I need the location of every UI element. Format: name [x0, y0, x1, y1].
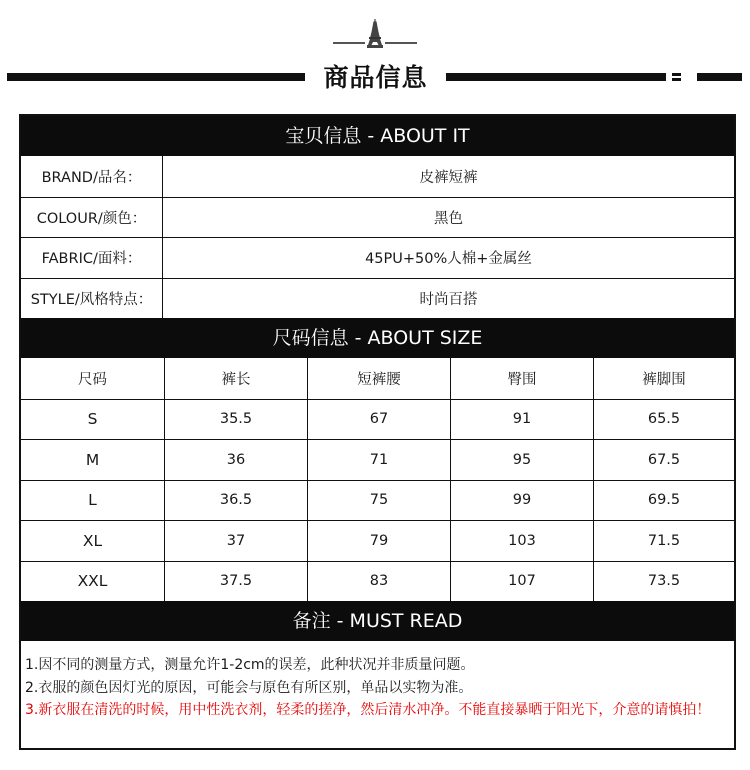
- about-it-heading: 宝贝信息 - ABOUT IT: [21, 116, 734, 156]
- size-cell: 83: [307, 562, 450, 602]
- size-cell: 71.5: [593, 521, 734, 561]
- size-cell: 37: [164, 521, 307, 561]
- header-divider-end: [697, 73, 742, 81]
- info-label: BRAND/品名：: [41, 169, 142, 186]
- note-warning-text: 3.新衣服在清洗的时候，用中性洗衣剂，轻柔的搓净，然后清水冲净。不能直接暴晒于阳光下，介意的请慎拍！: [25, 702, 711, 718]
- size-column-header: 裤脚围: [593, 358, 734, 399]
- header-divider-right: [446, 73, 666, 81]
- page-title: 商品信息: [323, 63, 428, 92]
- size-row: [21, 480, 734, 521]
- size-cell: S: [87, 410, 98, 429]
- info-row-colour: [21, 197, 734, 238]
- size-cell: 36.5: [164, 481, 307, 521]
- size-cell: 37.5: [164, 562, 307, 602]
- info-label: COLOUR/颜色：: [36, 210, 147, 227]
- info-row-brand: [21, 156, 734, 197]
- size-column-header: 尺码: [78, 371, 107, 388]
- must-read-heading: 备注 - MUST READ: [21, 601, 734, 641]
- size-cell: XL: [82, 531, 103, 550]
- info-value: 时尚百搭: [162, 279, 734, 319]
- notes-block: [21, 641, 734, 748]
- size-column-header: 臀围: [450, 358, 593, 399]
- size-cell: XXL: [77, 572, 108, 591]
- info-value: 皮裤短裤: [162, 156, 734, 197]
- note-text: 2.衣服的颜色因灯光的原因，可能会与原色有所区别，单品以实物为准。: [25, 679, 473, 696]
- size-cell: 65.5: [593, 400, 734, 440]
- size-header-row: [21, 358, 734, 399]
- size-cell: 73.5: [593, 562, 734, 602]
- size-cell: 99: [450, 481, 593, 521]
- size-cell: 67: [307, 400, 450, 440]
- note-text: 1.因不同的测量方式，测量允许1-2cm的误差，此种状况并非质量问题。: [25, 657, 475, 673]
- size-cell: L: [88, 491, 97, 510]
- size-cell: 107: [450, 562, 593, 602]
- info-row-fabric: [21, 237, 734, 278]
- info-label: FABRIC/面料：: [41, 251, 142, 268]
- size-cell: 36: [164, 440, 307, 480]
- size-row: [21, 561, 734, 602]
- info-label: STYLE/风格特点：: [30, 291, 153, 308]
- product-info-table: [19, 114, 736, 750]
- size-cell: 75: [307, 481, 450, 521]
- size-column-header: 裤长: [164, 358, 307, 399]
- size-cell: 69.5: [593, 481, 734, 521]
- size-cell: 95: [450, 440, 593, 480]
- header-divider-accent: [672, 78, 681, 81]
- size-cell: 71: [307, 440, 450, 480]
- about-size-heading: 尺码信息 - ABOUT SIZE: [21, 318, 734, 358]
- eiffel-tower-icon: [333, 18, 417, 50]
- size-cell: 91: [450, 400, 593, 440]
- size-cell: 67.5: [593, 440, 734, 480]
- size-cell: M: [85, 450, 100, 469]
- size-row: [21, 399, 734, 440]
- size-cell: 103: [450, 521, 593, 561]
- header-divider-left: [7, 73, 305, 81]
- info-value: 45PU+50%人棉+金属丝: [162, 238, 734, 278]
- info-value: 黑色: [162, 198, 734, 238]
- size-row: [21, 439, 734, 480]
- info-row-style: [21, 278, 734, 319]
- size-row: [21, 520, 734, 561]
- header-divider-accent: [672, 73, 681, 76]
- size-column-header: 短裤腰: [307, 358, 450, 399]
- size-cell: 35.5: [164, 400, 307, 440]
- size-cell: 79: [307, 521, 450, 561]
